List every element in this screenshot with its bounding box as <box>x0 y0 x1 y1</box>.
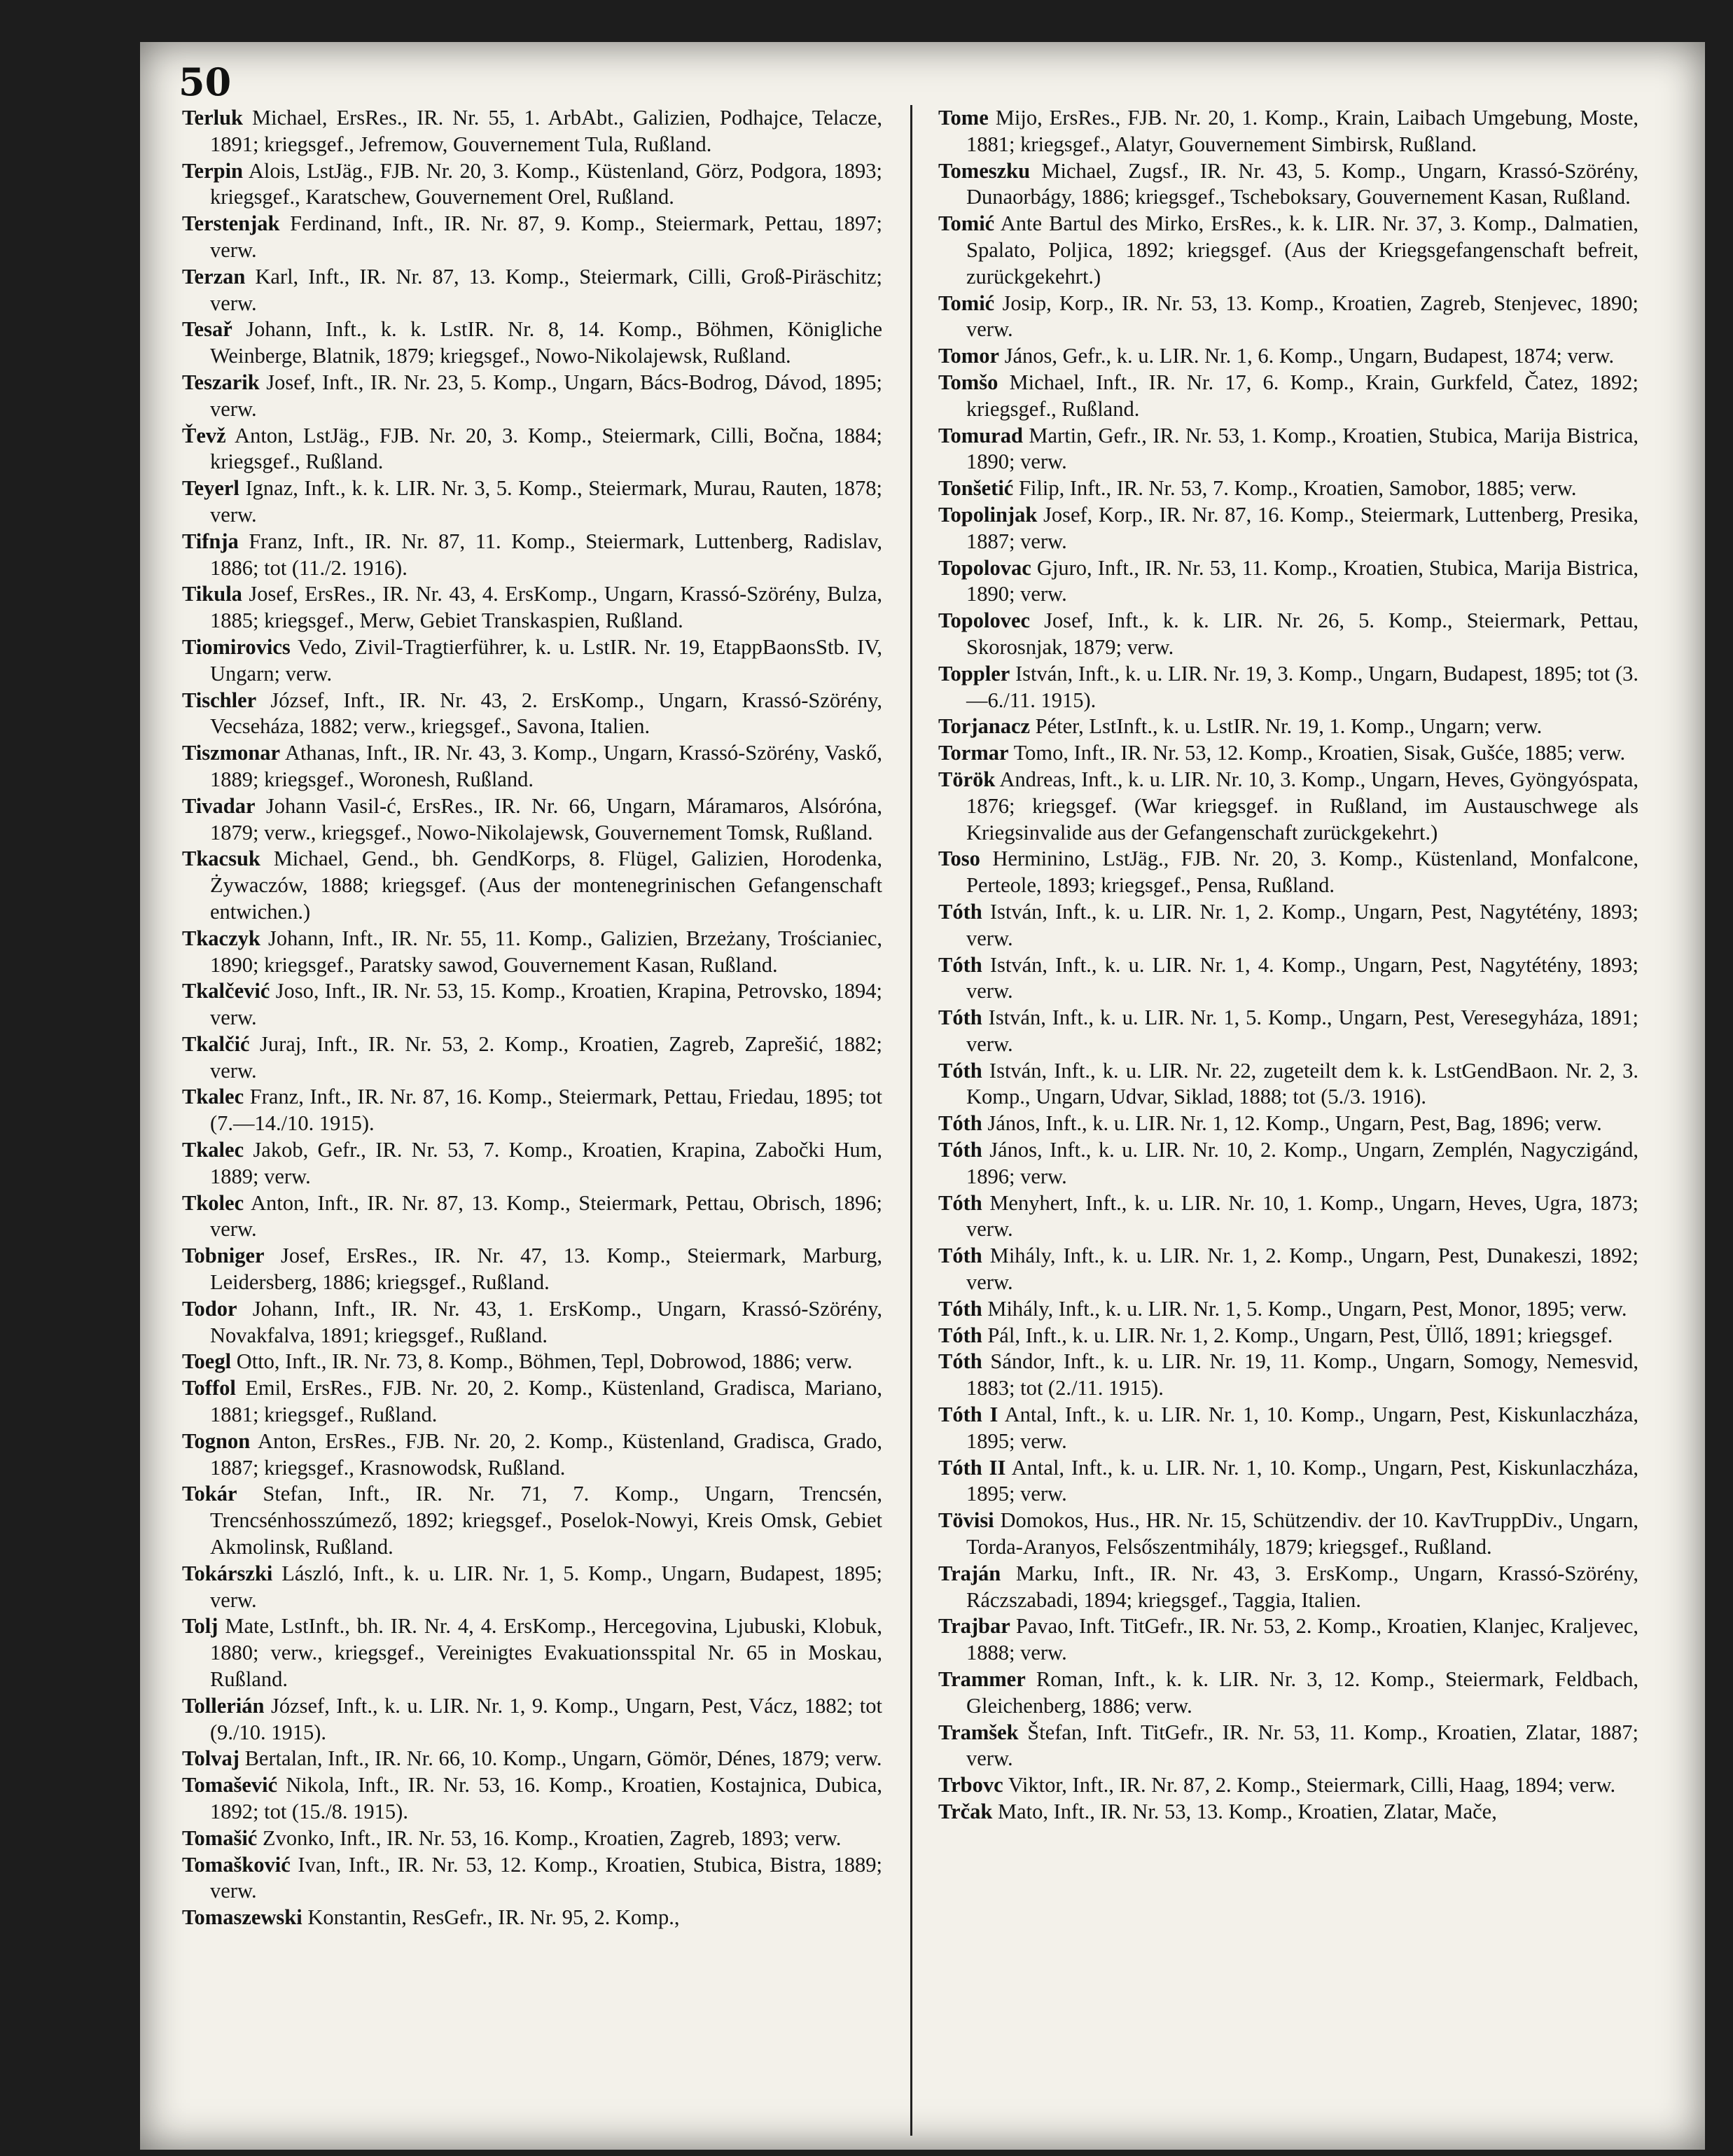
entry-surname: Tognon <box>182 1428 251 1453</box>
left-column <box>182 105 882 1931</box>
entry-details: Sándor, Inft., k. u. LIR. Nr. 19, 11. Komp., Ungarn, Somogy, Nemesvid, 1883; tot (2./11. 1915). <box>966 1349 1638 1400</box>
entry-details: László, Inft., k. u. LIR. Nr. 1, 5. Komp., Ungarn, Budapest, 1895; verw. <box>210 1561 883 1612</box>
entry-surname: Tomić <box>938 291 995 315</box>
register-entry <box>182 1084 882 1137</box>
register-entry <box>938 158 1638 211</box>
entry-surname: Tkolec <box>182 1190 244 1215</box>
register-entry <box>938 1667 1638 1720</box>
entry-surname: Todor <box>182 1296 237 1321</box>
register-entry <box>938 1508 1638 1561</box>
entry-details: Josef, ErsRes., IR. Nr. 43, 4. ErsKomp., Ungarn, Krassó-Szörény, Bulza, 1885; kriegsgef., Merw, Gebiet Transkaspien, Rußland. <box>210 582 883 633</box>
entry-details: Johann, Inft., IR. Nr. 43, 1. ErsKomp., Ungarn, Krassó-Szörény, Novakfalva, 1891; kriegsgef., Rußland. <box>210 1296 883 1347</box>
entry-surname: Tkacsuk <box>182 847 260 871</box>
register-entry <box>938 1720 1638 1773</box>
entry-details: Konstantin, ResGefr., IR. Nr. 95, 2. Komp., <box>307 1905 680 1930</box>
register-entry <box>182 1613 882 1692</box>
entry-surname: Tonšetić <box>938 476 1014 501</box>
entry-surname: Toffol <box>182 1376 236 1400</box>
register-entry <box>182 317 882 370</box>
entry-details: Josef, Korp., IR. Nr. 87, 16. Komp., Steiermark, Luttenberg, Presika, 1887; verw. <box>966 502 1638 553</box>
entry-surname: Tesař <box>182 317 232 342</box>
register-entry <box>182 1772 882 1825</box>
register-entry <box>938 1772 1638 1799</box>
entry-details: Michael, ErsRes., IR. Nr. 55, 1. ArbAbt., Galizien, Podhajce, Telacze, 1891; kriegsgef., Jefremow, Gouvernement Tula, Rußland. <box>210 106 882 156</box>
entry-surname: Topolinjak <box>938 502 1038 527</box>
register-entry <box>182 211 882 264</box>
register-entry <box>182 1375 882 1428</box>
register-entry <box>182 158 882 211</box>
entry-surname: Tóth <box>938 952 982 977</box>
entry-details: Filip, Inft., IR. Nr. 53, 7. Komp., Kroatien, Samobor, 1885; verw. <box>1018 476 1577 501</box>
entry-surname: Tome <box>938 106 989 130</box>
page-number: 50 <box>179 60 232 104</box>
entry-surname: Tomšo <box>938 370 998 394</box>
entry-details: Pál, Inft., k. u. LIR. Nr. 1, 2. Komp., Ungarn, Pest, Üllő, 1891; kriegsgef. <box>987 1323 1613 1347</box>
entry-details: István, Inft., k. u. LIR. Nr. 1, 5. Komp., Ungarn, Pest, Veresegyháza, 1891; verw. <box>966 1006 1638 1056</box>
entry-details: Vedo, Zivil-Tragtierführer, k. u. LstIR. Nr. 19, EtappBaonsStb. IV, Ungarn; verw. <box>210 634 882 686</box>
register-entry <box>938 1561 1638 1614</box>
register-entry <box>182 1746 882 1772</box>
entry-details: Pavao, Inft. TitGefr., IR. Nr. 53, 2. Komp., Kroatien, Klanjec, Kraljevec, 1888; verw. <box>966 1614 1639 1665</box>
entry-surname: Tomašić <box>182 1825 258 1850</box>
entry-surname: Tóth <box>938 1190 982 1215</box>
entry-surname: Tkalčić <box>182 1031 250 1056</box>
register-entry <box>182 1561 882 1614</box>
entry-details: Jakob, Gefr., IR. Nr. 53, 7. Komp., Kroatien, Krapina, Zabočki Hum, 1889; verw. <box>210 1138 883 1188</box>
entry-details: Anton, Inft., IR. Nr. 87, 13. Komp., Steiermark, Pettau, Obrisch, 1896; verw. <box>210 1190 882 1242</box>
entry-surname: Trajbar <box>938 1614 1010 1639</box>
entry-details: Mihály, Inft., k. u. LIR. Nr. 1, 5. Komp., Ungarn, Pest, Monor, 1895; verw. <box>987 1296 1627 1321</box>
register-entry <box>938 502 1638 555</box>
entry-details: Mijo, ErsRes., FJB. Nr. 20, 1. Komp., Krain, Laibach Umgebung, Moste, 1881; kriegsgef., Alatyr, Gouvernement Simbirsk, Rußland. <box>966 106 1638 156</box>
register-entry <box>938 105 1638 158</box>
entry-details: Mato, Inft., IR. Nr. 53, 13. Komp., Kroatien, Zlatar, Mače, <box>998 1800 1497 1823</box>
entry-surname: Tóth <box>938 1349 982 1374</box>
register-entry <box>938 423 1638 476</box>
register-entry <box>938 714 1638 740</box>
entry-surname: Terluk <box>182 106 244 130</box>
entry-surname: Toegl <box>182 1349 232 1374</box>
register-entry <box>938 343 1638 370</box>
register-entry <box>182 740 882 793</box>
register-entry <box>938 1323 1638 1349</box>
entry-surname: Tóth <box>938 1296 982 1321</box>
entry-details: Anton, LstJäg., FJB. Nr. 20, 3. Komp., Steiermark, Cilli, Bočna, 1884; kriegsgef., Rußland. <box>210 423 882 474</box>
entry-surname: Terpin <box>182 158 244 183</box>
entry-details: Franz, Inft., IR. Nr. 87, 11. Komp., Steiermark, Luttenberg, Radislav, 1886; tot (11./2. 1916). <box>210 529 882 580</box>
entry-details: Johann, Inft., k. k. LstIR. Nr. 8, 14. Komp., Böhmen, Königliche Weinberge, Blatnik, 1879; kriegsgef., Nowo-Nikolajewsk, Rußland. <box>210 317 883 368</box>
entry-details: Herminino, LstJäg., FJB. Nr. 20, 3. Komp., Küstenland, Monfalcone, Perteole, 1893; kriegsgef., Pensa, Rußland. <box>966 847 1638 898</box>
entry-details: Johann Vasil-ć, ErsRes., IR. Nr. 66, Ungarn, Máramaros, Alsóróna, 1879; verw., kriegsgef., Nowo-Nikolajewsk, Gouvernement Tomsk, Rußland. <box>210 793 882 844</box>
register-entry <box>938 1243 1638 1296</box>
register-entry <box>182 475 882 529</box>
entry-details: Michael, Zugsf., IR. Nr. 43, 5. Komp., Ungarn, Krassó-Szörény, Dunaorbágy, 1886; kriegsgef., Tscheboksary, Gouvernement Kasan, Rußland. <box>966 158 1638 209</box>
entry-details: Ferdinand, Inft., IR. Nr. 87, 9. Komp., Steiermark, Pettau, 1897; verw. <box>210 211 882 262</box>
register-entry <box>938 1111 1638 1137</box>
entry-surname: Tomaszewski <box>182 1905 302 1930</box>
entry-surname: Tikula <box>182 582 242 606</box>
entry-details: Martin, Gefr., IR. Nr. 53, 1. Komp., Kroatien, Stubica, Marija Bistrica, 1890; verw. <box>966 423 1639 474</box>
entry-details: Menyhert, Inft., k. u. LIR. Nr. 10, 1. Komp., Ungarn, Heves, Ugra, 1873; verw. <box>966 1190 1638 1242</box>
entry-details: Zvonko, Inft., IR. Nr. 53, 16. Komp., Kroatien, Zagreb, 1893; verw. <box>262 1825 842 1850</box>
entry-surname: Topolovec <box>938 608 1031 633</box>
entry-details: János, Gefr., k. u. LIR. Nr. 1, 6. Komp., Ungarn, Budapest, 1874; verw. <box>1004 344 1615 368</box>
register-entry <box>182 264 882 317</box>
entry-surname: Teyerl <box>182 476 239 501</box>
register-entry <box>938 767 1638 846</box>
entry-surname: Tischler <box>182 688 257 712</box>
register-entry <box>938 291 1638 344</box>
register-entry <box>938 740 1638 767</box>
register-entry <box>182 105 882 158</box>
entry-details: János, Inft., k. u. LIR. Nr. 1, 12. Komp., Ungarn, Pest, Bag, 1896; verw. <box>987 1111 1602 1136</box>
entry-surname: Toppler <box>938 661 1010 686</box>
entry-details: Andreas, Inft., k. u. LIR. Nr. 10, 3. Komp., Ungarn, Heves, Gyöngyóspata, 1876; kriegsgef. (War kriegsgef. in Rußland, im Austauschwege als Kriegsinvalide aus der Gefangenschaft zurückgekehrt.) <box>966 767 1638 844</box>
entry-details: József, Inft., k. u. LIR. Nr. 1, 9. Komp., Ungarn, Pest, Vácz, 1882; tot (9./10. 1915). <box>210 1693 882 1744</box>
entry-details: Johann, Inft., IR. Nr. 55, 11. Komp., Galizien, Brzeżany, Trościaniec, 1890; kriegsgef., Paratsky sawod, Gouvernement Kasan, Rußland. <box>210 926 883 977</box>
entry-details: Bertalan, Inft., IR. Nr. 66, 10. Komp., Ungarn, Gömör, Dénes, 1879; verw. <box>244 1746 882 1771</box>
register-entry <box>938 899 1638 952</box>
register-entry <box>182 1905 882 1931</box>
register-entry <box>938 1296 1638 1323</box>
register-entry <box>938 370 1638 423</box>
register-entry <box>182 1190 882 1244</box>
entry-surname: Tóth II <box>938 1455 1006 1480</box>
entry-surname: Tóth <box>938 1244 982 1268</box>
entry-surname: Tiomirovics <box>182 634 291 659</box>
entry-surname: Tkalčević <box>182 979 270 1003</box>
entry-surname: Tobniger <box>182 1244 265 1268</box>
entry-surname: Tokár <box>182 1482 237 1506</box>
entry-details: Otto, Inft., IR. Nr. 73, 8. Komp., Böhmen, Tepl, Dobrowod, 1886; verw. <box>236 1349 853 1374</box>
entry-details: Tomo, Inft., IR. Nr. 53, 12. Komp., Kroatien, Sisak, Gušće, 1885; verw. <box>1013 741 1626 765</box>
register-entry <box>182 688 882 741</box>
register-entry <box>182 634 882 688</box>
entry-surname: Teszarik <box>182 370 260 394</box>
entry-details: Josef, ErsRes., IR. Nr. 47, 13. Komp., Steiermark, Marburg, Leidersberg, 1886; kriegsgef., Rußland. <box>210 1244 883 1295</box>
entry-details: Josef, Inft., IR. Nr. 23, 5. Komp., Ungarn, Bács-Bodrog, Dávod, 1895; verw. <box>210 370 883 421</box>
entry-details: Anton, ErsRes., FJB. Nr. 20, 2. Komp., Küstenland, Gradisca, Grado, 1887; kriegsgef., Krasnowodsk, Rußland. <box>210 1428 882 1480</box>
register-entry <box>938 1137 1638 1190</box>
register-entry <box>938 1190 1638 1244</box>
register-entry <box>182 1852 882 1905</box>
entry-details: Štefan, Inft. TitGefr., IR. Nr. 53, 11. Komp., Kroatien, Zlatar, 1887; verw. <box>966 1720 1638 1771</box>
register-entry <box>182 1349 882 1375</box>
entry-surname: Tóth <box>938 1323 982 1347</box>
entry-details: Michael, Gend., bh. GendKorps, 8. Flügel, Galizien, Horodenka, Żywaczów, 1888; kriegsgef. (Aus der montenegrinischen Gefangenschaft entwichen.) <box>210 847 883 924</box>
register-entry <box>182 1693 882 1746</box>
entry-surname: Trbovc <box>938 1773 1003 1797</box>
register-entry <box>938 608 1638 661</box>
entry-surname: Tivadar <box>182 793 256 818</box>
entry-surname: Tomašević <box>182 1773 278 1797</box>
entry-details: Marku, Inft., IR. Nr. 43, 3. ErsKomp., Ungarn, Krassó-Szörény, Ráczszabadi, 1894; kriegsgef., Taggia, Italien. <box>966 1561 1639 1612</box>
entry-surname: Tokárszki <box>182 1561 273 1585</box>
entry-surname: Tövisi <box>938 1508 994 1533</box>
entry-details: Mihály, Inft., k. u. LIR. Nr. 1, 2. Komp., Ungarn, Pest, Dunakeszi, 1892; verw. <box>966 1244 1639 1295</box>
entry-details: Emil, ErsRes., FJB. Nr. 20, 2. Komp., Küstenland, Gradisca, Mariano, 1881; kriegsgef., Rußland. <box>210 1376 883 1427</box>
entry-details: Stefan, Inft., IR. Nr. 71, 7. Komp., Ungarn, Trencsén, Trencsénhosszúmező, 1892; kriegsgef., Poselok-Nowyi, Kreis Omsk, Gebiet Akmolinsk, Rußland. <box>210 1482 882 1559</box>
entry-surname: Tóth <box>938 1111 982 1136</box>
register-entry <box>938 211 1638 290</box>
register-entry <box>182 1428 882 1482</box>
register-entry <box>182 370 882 423</box>
register-entry <box>938 1402 1638 1455</box>
entry-surname: Terstenjak <box>182 211 280 236</box>
entry-details: Péter, LstInft., k. u. LstIR. Nr. 19, 1. Komp., Ungarn; verw. <box>1035 714 1543 739</box>
entry-details: Josip, Korp., IR. Nr. 53, 13. Komp., Kroatien, Zagreb, Stenjevec, 1890; verw. <box>966 291 1639 342</box>
entry-surname: Tomurad <box>938 423 1023 447</box>
entry-surname: Trammer <box>938 1667 1026 1692</box>
entry-surname: Torjanacz <box>938 714 1031 739</box>
register-entry <box>182 1031 882 1085</box>
entry-surname: Terzan <box>182 264 246 288</box>
entry-details: Antal, Inft., k. u. LIR. Nr. 1, 10. Komp., Ungarn, Pest, Kiskunlaczháza, 1895; verw. <box>966 1455 1639 1506</box>
register-entry <box>182 793 882 847</box>
register-entry <box>182 1296 882 1349</box>
entry-details: Antal, Inft., k. u. LIR. Nr. 1, 10. Komp., Ungarn, Pest, Kiskunlaczháza, 1895; verw. <box>966 1403 1638 1453</box>
entry-surname: Tóth <box>938 899 982 924</box>
entry-details: István, Inft., k. u. LIR. Nr. 1, 2. Komp., Ungarn, Pest, Nagytétény, 1893; verw. <box>966 899 1639 950</box>
entry-details: Joso, Inft., IR. Nr. 53, 15. Komp., Kroatien, Krapina, Petrovsko, 1894; verw. <box>210 979 883 1030</box>
entry-surname: Tkalec <box>182 1085 244 1109</box>
register-entry <box>938 555 1638 608</box>
book-page <box>140 42 1705 2150</box>
entry-details: Michael, Inft., IR. Nr. 17, 6. Komp., Krain, Gurkfeld, Čatez, 1892; kriegsgef., Rußland. <box>966 370 1639 421</box>
entry-details: Nikola, Inft., IR. Nr. 53, 16. Komp., Kroatien, Kostajnica, Dubica, 1892; tot (15./8. 1915). <box>210 1773 882 1823</box>
entry-surname: Tolvaj <box>182 1746 239 1771</box>
entry-surname: Tramšek <box>938 1720 1019 1744</box>
entry-surname: Tóth I <box>938 1403 998 1427</box>
register-entry <box>182 581 882 634</box>
register-entry <box>938 1613 1638 1667</box>
entry-surname: Tóth <box>938 1006 982 1030</box>
entry-details: István, Inft., k. u. LIR. Nr. 1, 4. Komp., Ungarn, Pest, Nagytétény, 1893; verw. <box>966 952 1639 1003</box>
entry-details: József, Inft., IR. Nr. 43, 2. ErsKomp., Ungarn, Krassó-Szörény, Vecseháza, 1882; verw., kriegsgef., Savona, Italien. <box>210 688 883 739</box>
entry-surname: Ťevž <box>182 423 226 447</box>
entry-surname: Topolovac <box>938 555 1031 580</box>
entry-surname: Tkaczyk <box>182 926 260 950</box>
entry-surname: Tomašković <box>182 1852 291 1877</box>
register-entry <box>182 978 882 1031</box>
entry-details: Roman, Inft., k. k. LIR. Nr. 3, 12. Komp., Steiermark, Feldbach, Gleichenberg, 1886; verw. <box>966 1667 1639 1718</box>
register-entry <box>182 1481 882 1560</box>
entry-surname: Traján <box>938 1561 1001 1585</box>
entry-surname: Tolj <box>182 1614 218 1639</box>
entry-surname: Tóth <box>938 1138 982 1162</box>
entry-details: Josef, Inft., k. k. LIR. Nr. 26, 5. Komp., Steiermark, Pettau, Skorosnjak, 1879; verw. <box>966 608 1639 659</box>
entry-details: István, Inft., k. u. LIR. Nr. 19, 3. Komp., Ungarn, Budapest, 1895; tot (3.—6./11. 1915). <box>966 661 1639 712</box>
register-entry <box>182 529 882 582</box>
register-entry <box>182 423 882 476</box>
entry-details: Ignaz, Inft., k. k. LIR. Nr. 3, 5. Komp., Steiermark, Murau, Rauten, 1878; verw. <box>210 476 882 527</box>
entry-details: János, Inft., k. u. LIR. Nr. 10, 2. Komp., Ungarn, Zemplén, Nagyczigánd, 1896; verw. <box>966 1138 1638 1188</box>
register-entry <box>938 1455 1638 1508</box>
entry-surname: Tkalec <box>182 1138 244 1162</box>
entry-surname: Tiszmonar <box>182 741 281 765</box>
entry-surname: Tollerián <box>182 1693 265 1718</box>
register-entry <box>938 952 1638 1006</box>
entry-details: Ivan, Inft., IR. Nr. 53, 12. Komp., Kroatien, Stubica, Bistra, 1889; verw. <box>210 1852 882 1903</box>
column-divider <box>910 105 912 2136</box>
entry-surname: Tomić <box>938 211 995 236</box>
register-entry <box>182 1825 882 1852</box>
register-entry <box>182 1137 882 1190</box>
entry-details: Karl, Inft., IR. Nr. 87, 13. Komp., Steiermark, Cilli, Groß-Piräschitz; verw. <box>210 264 882 315</box>
entry-details: Athanas, Inft., IR. Nr. 43, 3. Komp., Ungarn, Krassó-Szörény, Vaskő, 1889; kriegsgef., Woronesh, Rußland. <box>210 741 882 791</box>
register-entry <box>938 1005 1638 1058</box>
right-column <box>938 105 1638 1825</box>
register-entry <box>938 846 1638 899</box>
register-entry <box>938 1058 1638 1111</box>
register-entry <box>182 926 882 979</box>
entry-surname: Toso <box>938 847 980 871</box>
entry-details: Mate, LstInft., bh. IR. Nr. 4, 4. ErsKomp., Hercegovina, Ljubuski, Klobuk, 1880; verw., kriegsgef., Vereinigtes Evakuationsspital Nr. 65 in Moskau, Rußland. <box>210 1614 883 1692</box>
entry-details: Alois, LstJäg., FJB. Nr. 20, 3. Komp., Küstenland, Görz, Podgora, 1893; kriegsgef., Karatschew, Gouvernement Orel, Rußland. <box>210 158 882 209</box>
entry-details: István, Inft., k. u. LIR. Nr. 22, zugeteilt dem k. k. LstGendBaon. Nr. 2, 3. Komp., Ungarn, Udvar, Siklad, 1888; tot (5./3. 1916). <box>966 1058 1638 1109</box>
entry-details: Gjuro, Inft., IR. Nr. 53, 11. Komp., Kroatien, Stubica, Marija Bistrica, 1890; verw. <box>966 555 1639 606</box>
register-entry <box>938 475 1638 502</box>
register-entry <box>938 1349 1638 1402</box>
entry-details: Viktor, Inft., IR. Nr. 87, 2. Komp., Steiermark, Cilli, Haag, 1894; verw. <box>1008 1773 1616 1797</box>
register-entry <box>938 1799 1638 1825</box>
entry-surname: Tóth <box>938 1058 982 1083</box>
register-entry <box>182 846 882 925</box>
entry-surname: Tifnja <box>182 529 239 553</box>
entry-details: Juraj, Inft., IR. Nr. 53, 2. Komp., Kroatien, Zagreb, Zaprešić, 1882; verw. <box>210 1031 883 1083</box>
register-entry <box>938 661 1638 714</box>
entry-details: Franz, Inft., IR. Nr. 87, 16. Komp., Steiermark, Pettau, Friedau, 1895; tot (7.—14./10. 1915). <box>210 1085 883 1136</box>
entry-surname: Török <box>938 767 996 791</box>
register-entry <box>182 1243 882 1296</box>
entry-details: Ante Bartul des Mirko, ErsRes., k. k. LIR. Nr. 37, 3. Komp., Dalmatien, Spalato, Poljica, 1892; kriegsgef. (Aus der Kriegsgefangenschaft befreit, zurückgekehrt.) <box>966 211 1638 288</box>
entry-surname: Tomor <box>938 344 999 368</box>
entry-surname: Trčak <box>938 1800 993 1823</box>
entry-details: Domokos, Hus., HR. Nr. 15, Schützendiv. der 10. KavTruppDiv., Ungarn, Torda-Aranyos, Felsőszentmihály, 1879; kriegsgef., Rußland. <box>966 1508 1639 1559</box>
entry-surname: Tormar <box>938 741 1009 765</box>
entry-surname: Tomeszku <box>938 158 1031 183</box>
